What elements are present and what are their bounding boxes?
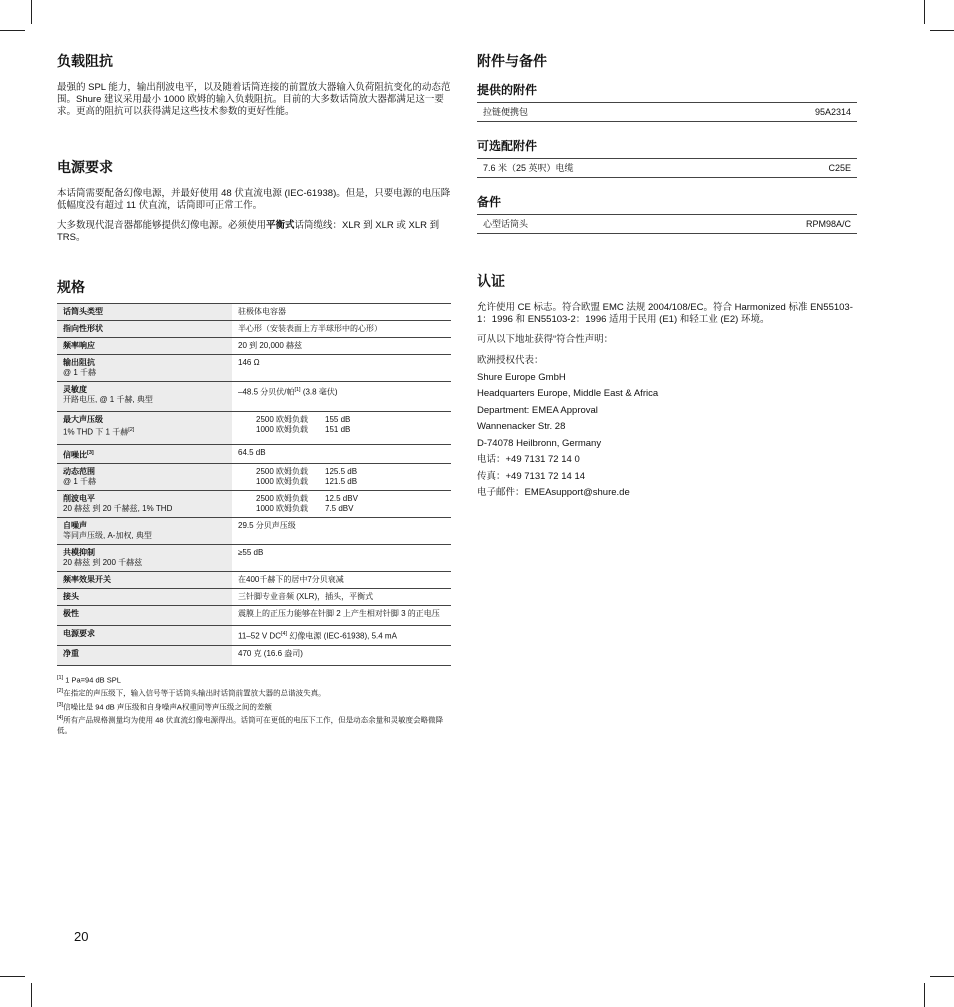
left-column <box>57 52 451 737</box>
page-number: 20 <box>74 929 89 944</box>
power-text-1: 本话筒需要配备幻像电源，并最好使用 48 伏直流电源 (IEC-61938)。但是，只要电源的电压降低幅度没有超过 11 伏直流，话筒即可正常工作。 <box>57 188 451 211</box>
accessory-code: 95A2314 <box>814 107 851 117</box>
accessory-name: 心型话筒头 <box>483 219 529 229</box>
crop-mark <box>924 0 925 24</box>
declaration-text: 可从以下地址获得“符合性声明： <box>477 334 614 345</box>
accessories-heading: 附件与备件 <box>477 53 547 69</box>
certification-text: 允许使用 CE 标志。符合欧盟 EMC 法规 2004/108/EC。符合 Harmonized 标准 EN55103-1：1996 和 EN55103-2：1996 适用于民用 (E1) 和轻工业 (E2) 环境。 <box>477 302 853 325</box>
table-row: 电源要求 11–52 V DC[4] 幻像电源 (IEC-61938), 5.4 mA <box>57 626 451 646</box>
crop-mark <box>924 983 925 1007</box>
table-row: 接头 三针脚专业音频 (XLR)，插头，平衡式 <box>57 589 451 606</box>
table-row: 极性 震膜上的正压力能够在针脚 2 上产生相对针脚 3 的正电压 <box>57 606 451 626</box>
footnote: [3]信噪比是 94 dB 声压级和自身噪声A权重同等声压级之间的差额 <box>57 701 272 712</box>
accessory-row <box>477 214 857 234</box>
table-row: 指向性形状 半心形（安装表面上方半球形中的心形） <box>57 321 451 338</box>
contact-line: 电话：+49 7131 72 14 0 <box>477 454 580 465</box>
table-row: 灵敏度 开路电压, @ 1 千赫, 典型 –48.5 分贝伏/帕[1] (3.8 毫伏) <box>57 382 451 412</box>
specs-heading: 规格 <box>57 279 85 295</box>
contact-line: 欧洲授权代表： <box>477 355 544 366</box>
accessory-name: 拉链便携包 <box>483 107 529 117</box>
table-row: 话筒头类型 驻极体电容器 <box>57 304 451 321</box>
accessory-row <box>477 102 857 122</box>
table-row: 输出阻抗 @ 1 千赫 146 Ω <box>57 355 451 382</box>
crop-mark <box>930 976 954 977</box>
footnote: [2]在指定的声压级下，输入信号等于话筒头输出时话筒前置放大器的总谐波失真。 <box>57 688 326 698</box>
contact-line: Headquarters Europe, Middle East & Africa <box>477 388 659 399</box>
supplied-heading: 提供的附件 <box>477 83 538 97</box>
accessory-row <box>477 158 857 178</box>
accessory-code: C25E <box>828 163 851 173</box>
specs-section <box>57 278 451 736</box>
certification-section <box>477 272 857 502</box>
footnotes <box>57 673 451 736</box>
table-row: 信噪比[3] 64.5 dB <box>57 444 451 464</box>
optional-heading: 可选配附件 <box>477 139 538 153</box>
right-column <box>477 52 857 502</box>
table-row: 频率响应 20 到 20,000 赫兹 <box>57 338 451 355</box>
accessory-code: RPM98A/C <box>805 219 851 229</box>
contact-email: 电子邮件：EMEAsupport@shure.de <box>477 487 630 498</box>
footnote: [4]所有产品规格测量均为使用 48 伏直流幻像电源得出。话筒可在更低的电压下工作，但是动态余量和灵敏度会略微降低。 <box>57 715 444 735</box>
table-row: 动态范围 @ 1 千赫 2500 欧姆负载 125.5 dB 1000 欧姆负载 121.5 dB <box>57 464 451 491</box>
contact-block <box>477 353 857 502</box>
contact-line: Department: EMEA Approval <box>477 404 598 416</box>
load-impedance-section <box>57 52 451 118</box>
crop-mark <box>31 983 32 1007</box>
power-text-2: 大多数现代混音器都能够提供幻像电源。必须使用平衡式话筒缆线：XLR 到 XLR 或 XLR 到 TRS。 <box>57 220 440 243</box>
table-row: 净重 470 克 (16.6 盎司) <box>57 645 451 665</box>
footnote: [1] 1 Pa=94 dB SPL <box>57 674 121 685</box>
table-row: 共模抑制 20 赫兹 到 200 千赫兹 ≥55 dB <box>57 545 451 572</box>
accessories-section <box>477 52 857 234</box>
table-row: 最大声压级 1% THD 下 1 千赫[2] 2500 欧姆负载 155 dB 1000 欧姆负载 151 dB <box>57 412 451 445</box>
crop-mark <box>0 30 25 31</box>
power-section <box>57 158 451 244</box>
specs-table <box>57 303 451 666</box>
table-row: 频率效果开关 在400千赫下的居中7分贝衰减 <box>57 572 451 589</box>
power-heading: 电源要求 <box>57 159 113 175</box>
contact-line: D-74078 Heilbronn, Germany <box>477 437 602 449</box>
table-row: 自噪声 等同声压级, A-加权, 典型 29.5 分贝声压级 <box>57 518 451 545</box>
accessory-name: 7.6 米（25 英呎）电缆 <box>483 163 574 173</box>
load-impedance-text: 最强的 SPL 能力，输出削波电平，以及随着话筒连接的前置放大器输入负荷阻抗变化的动态范围。Shure 建议采用最小 1000 欧姆的输入负载阻抗。目前的大多数话筒放大器都满足这一要求。更高的阻抗可以获得满足这些技术参数的更好性能。 <box>57 82 451 117</box>
load-impedance-heading: 负载阻抗 <box>57 53 113 69</box>
crop-mark <box>930 30 954 31</box>
replacement-heading: 备件 <box>477 195 502 209</box>
table-row: 削波电平 20 赫兹 到 20 千赫兹, 1% THD 2500 欧姆负载 12.5 dBV 1000 欧姆负载 7.5 dBV <box>57 491 451 518</box>
contact-line: 传真：+49 7131 72 14 14 <box>477 470 586 482</box>
contact-line: Shure Europe GmbH <box>477 371 566 383</box>
crop-mark <box>31 0 32 24</box>
contact-line: Wannenacker Str. 28 <box>477 421 566 432</box>
certification-heading: 认证 <box>477 273 505 289</box>
crop-mark <box>0 976 25 977</box>
